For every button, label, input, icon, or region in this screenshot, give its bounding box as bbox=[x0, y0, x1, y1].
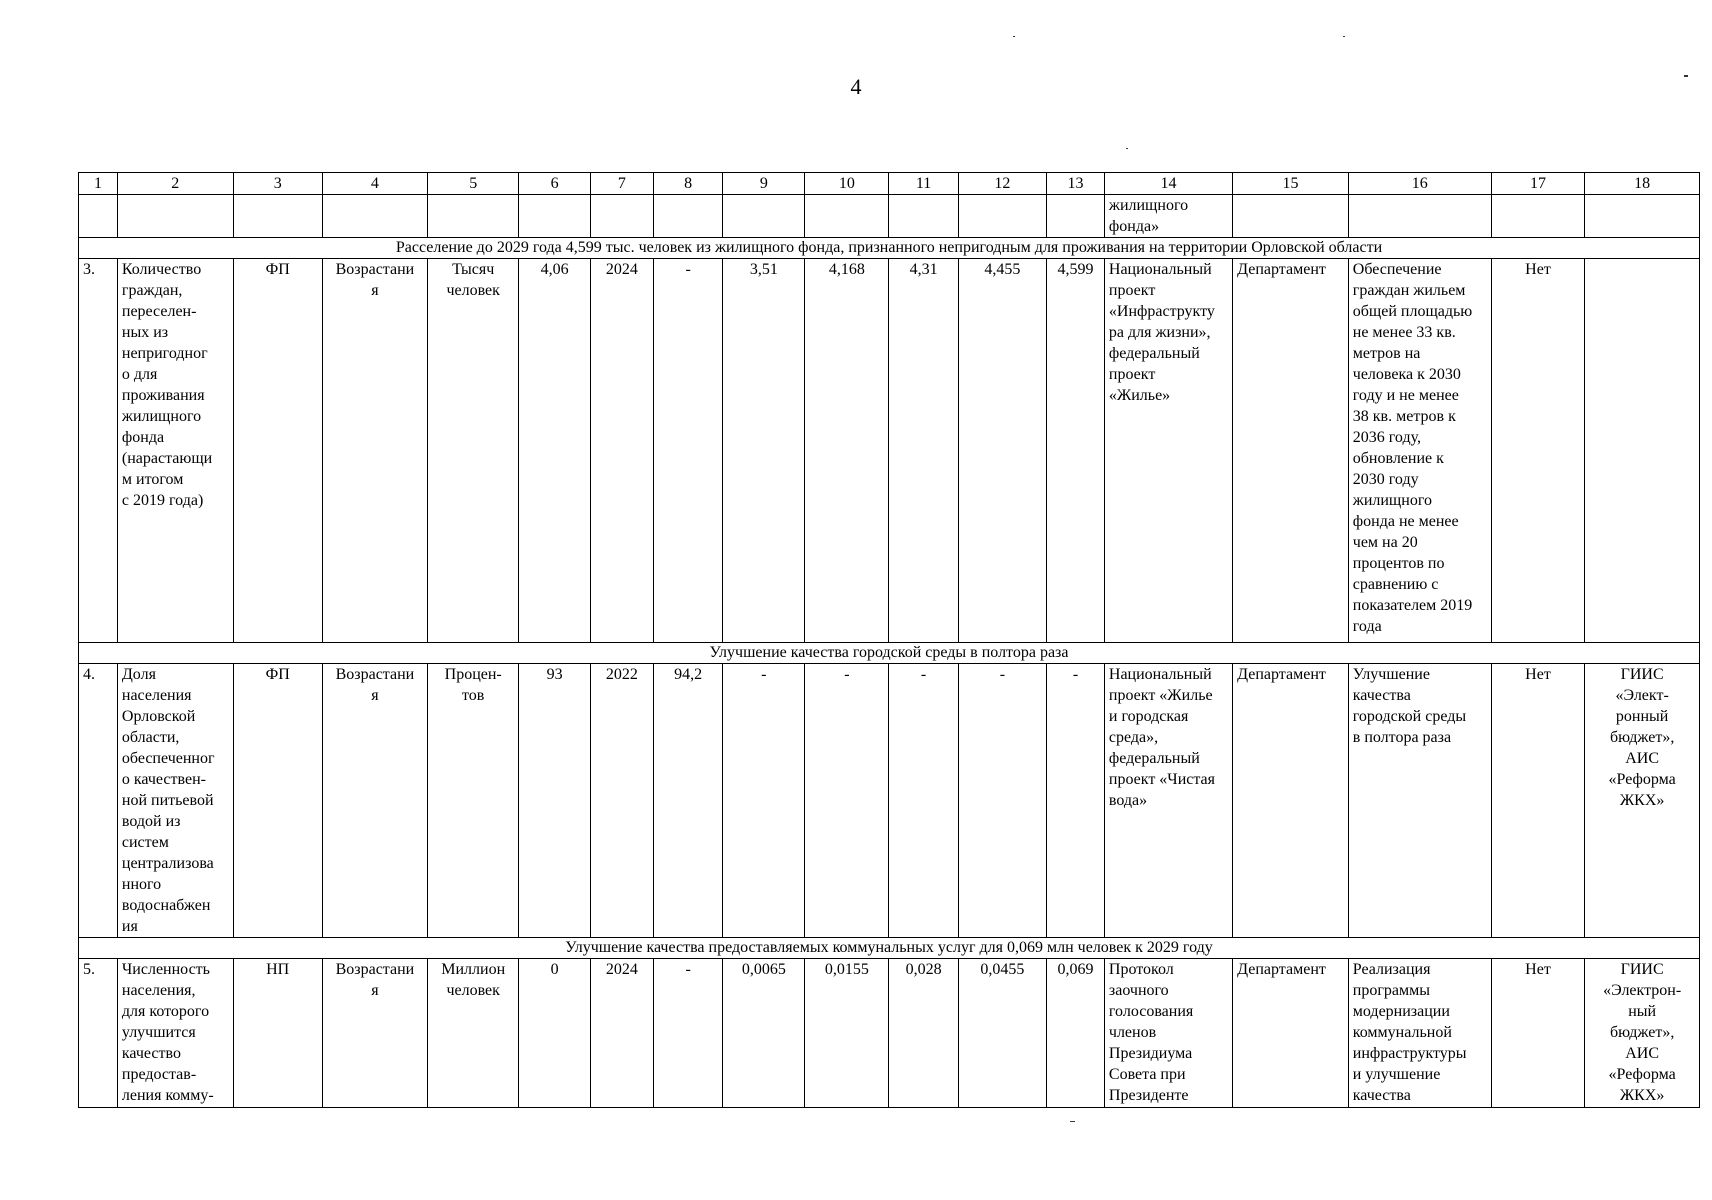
project-cell: Протокол заочного голосования членов Президиума Совета при Президенте bbox=[1104, 959, 1232, 1108]
table-cell bbox=[117, 195, 233, 238]
header-cell: 3 bbox=[233, 173, 322, 195]
table-cell bbox=[427, 195, 518, 238]
table-cell bbox=[233, 195, 322, 238]
page-number: 4 bbox=[850, 74, 862, 99]
value-cell: 0,028 bbox=[889, 959, 958, 1108]
section-heading: Улучшение качества предоставляемых коммунальных услуг для 0,069 млн человек к 2029 году bbox=[79, 938, 1700, 959]
indicator-name: Доля населения Орловской области, обеспеченног о качествен- ной питьевой водой из систем централизова нного водоснабжен ия bbox=[117, 664, 233, 938]
table-row bbox=[79, 259, 1700, 643]
unit-cell: Миллион человек bbox=[427, 959, 518, 1108]
header-cell: 6 bbox=[519, 173, 590, 195]
table-cell bbox=[1233, 195, 1349, 238]
section-heading: Улучшение качества городской среды в полтора раза bbox=[79, 643, 1700, 664]
continuation-row bbox=[79, 195, 1700, 238]
scan-speck bbox=[1013, 36, 1015, 37]
header-cell: 7 bbox=[590, 173, 653, 195]
flag-cell: Нет bbox=[1491, 959, 1585, 1108]
table-row bbox=[79, 664, 1700, 938]
base-year-cell: 2022 bbox=[590, 664, 653, 938]
value-cell: - bbox=[1047, 664, 1105, 938]
table-cell bbox=[79, 195, 118, 238]
responsible-cell: Департамент bbox=[1233, 664, 1349, 938]
header-cell: 10 bbox=[805, 173, 889, 195]
scan-speck bbox=[1343, 36, 1345, 37]
value-cell: - bbox=[889, 664, 958, 938]
value-cell: 0,0455 bbox=[958, 959, 1046, 1108]
responsible-cell: Департамент bbox=[1233, 959, 1349, 1108]
header-cell: 14 bbox=[1104, 173, 1232, 195]
responsible-cell: Департамент bbox=[1233, 259, 1349, 643]
flag-cell: Нет bbox=[1491, 664, 1585, 938]
trend-cell: Возрастани я bbox=[322, 959, 427, 1108]
row-number: 4. bbox=[79, 664, 118, 938]
flag-cell: Нет bbox=[1491, 259, 1585, 643]
table-cell bbox=[1047, 195, 1105, 238]
section-row bbox=[79, 938, 1700, 959]
table-cell bbox=[590, 195, 653, 238]
info-system-cell: ГИИС «Электрон- ный бюджет», АИС «Реформа ЖКХ» bbox=[1585, 959, 1700, 1108]
value-cell: 3,51 bbox=[723, 259, 805, 643]
value-cell: 4,455 bbox=[958, 259, 1046, 643]
base-year-cell: 2024 bbox=[590, 259, 653, 643]
value-cell: - bbox=[723, 664, 805, 938]
table-cell bbox=[805, 195, 889, 238]
scan-speck bbox=[1070, 1121, 1075, 1122]
project-cell: жилищного фонда» bbox=[1104, 195, 1232, 238]
section-row bbox=[79, 643, 1700, 664]
header-cell: 5 bbox=[427, 173, 518, 195]
project-cell: Национальный проект «Инфраструкту ра для жизни», федеральный проект «Жилье» bbox=[1104, 259, 1232, 643]
table-cell bbox=[322, 195, 427, 238]
section-row bbox=[79, 238, 1700, 259]
header-cell: 1 bbox=[79, 173, 118, 195]
trend-cell: Возрастани я bbox=[322, 259, 427, 643]
value-cell: 4,599 bbox=[1047, 259, 1105, 643]
header-cell: 13 bbox=[1047, 173, 1105, 195]
value-cell: - bbox=[653, 959, 722, 1108]
table-cell bbox=[519, 195, 590, 238]
unit-cell: Тысяч человек bbox=[427, 259, 518, 643]
table-row bbox=[79, 959, 1700, 1108]
base-year-cell: 2024 bbox=[590, 959, 653, 1108]
header-cell: 8 bbox=[653, 173, 722, 195]
table-cell bbox=[958, 195, 1046, 238]
goal-link-cell: Обеспечение граждан жильем общей площадью не менее 33 кв. метров на человека к 2030 году и не менее 38 кв. метров к 2036 году, обновление к 2030 году жилищного фонда не менее чем на 20 процентов по сравнению с показателем 2019 года bbox=[1348, 259, 1491, 643]
value-cell: - bbox=[805, 664, 889, 938]
row-number: 3. bbox=[79, 259, 118, 643]
section-heading: Расселение до 2029 года 4,599 тыс. человек из жилищного фонда, признанного непригодным для проживания на территории Орловской области bbox=[79, 238, 1700, 259]
header-cell: 9 bbox=[723, 173, 805, 195]
header-cell: 18 bbox=[1585, 173, 1700, 195]
header-cell: 11 bbox=[889, 173, 958, 195]
indicator-name: Численность населения, для которого улучшится качество предостав- ления комму- bbox=[117, 959, 233, 1108]
value-cell: 94,2 bbox=[653, 664, 722, 938]
base-value-cell: 93 bbox=[519, 664, 590, 938]
column-number-row bbox=[79, 173, 1700, 195]
level-cell: НП bbox=[233, 959, 322, 1108]
table-cell bbox=[1585, 195, 1700, 238]
scan-speck bbox=[1126, 148, 1128, 149]
table-cell bbox=[889, 195, 958, 238]
scan-speck bbox=[1684, 75, 1688, 77]
goal-link-cell: Реализация программы модернизации коммунальной инфраструктуры и улучшение качества bbox=[1348, 959, 1491, 1108]
table-cell bbox=[1348, 195, 1491, 238]
base-value-cell: 4,06 bbox=[519, 259, 590, 643]
info-system-cell: ГИИС «Элект- ронный бюджет», АИС «Реформа ЖКХ» bbox=[1585, 664, 1700, 938]
table-cell bbox=[1491, 195, 1585, 238]
goal-link-cell: Улучшение качества городской среды в полтора раза bbox=[1348, 664, 1491, 938]
header-cell: 15 bbox=[1233, 173, 1349, 195]
header-cell: 4 bbox=[322, 173, 427, 195]
table-cell bbox=[723, 195, 805, 238]
header-cell: 2 bbox=[117, 173, 233, 195]
unit-cell: Процен- тов bbox=[427, 664, 518, 938]
value-cell: 4,168 bbox=[805, 259, 889, 643]
row-number: 5. bbox=[79, 959, 118, 1108]
value-cell: 0,0065 bbox=[723, 959, 805, 1108]
value-cell: - bbox=[653, 259, 722, 643]
value-cell: - bbox=[958, 664, 1046, 938]
value-cell: 4,31 bbox=[889, 259, 958, 643]
indicators-table bbox=[78, 172, 1700, 1108]
value-cell: 0,0155 bbox=[805, 959, 889, 1108]
header-cell: 17 bbox=[1491, 173, 1585, 195]
table-cell bbox=[653, 195, 722, 238]
header-cell: 16 bbox=[1348, 173, 1491, 195]
indicator-name: Количество граждан, переселен- ных из непригодног о для проживания жилищного фонда (нарастающи м итогом с 2019 года) bbox=[117, 259, 233, 643]
level-cell: ФП bbox=[233, 259, 322, 643]
base-value-cell: 0 bbox=[519, 959, 590, 1108]
project-cell: Национальный проект «Жилье и городская среда», федеральный проект «Чистая вода» bbox=[1104, 664, 1232, 938]
value-cell: 0,069 bbox=[1047, 959, 1105, 1108]
trend-cell: Возрастани я bbox=[322, 664, 427, 938]
level-cell: ФП bbox=[233, 664, 322, 938]
header-cell: 12 bbox=[958, 173, 1046, 195]
info-system-cell bbox=[1585, 259, 1700, 643]
